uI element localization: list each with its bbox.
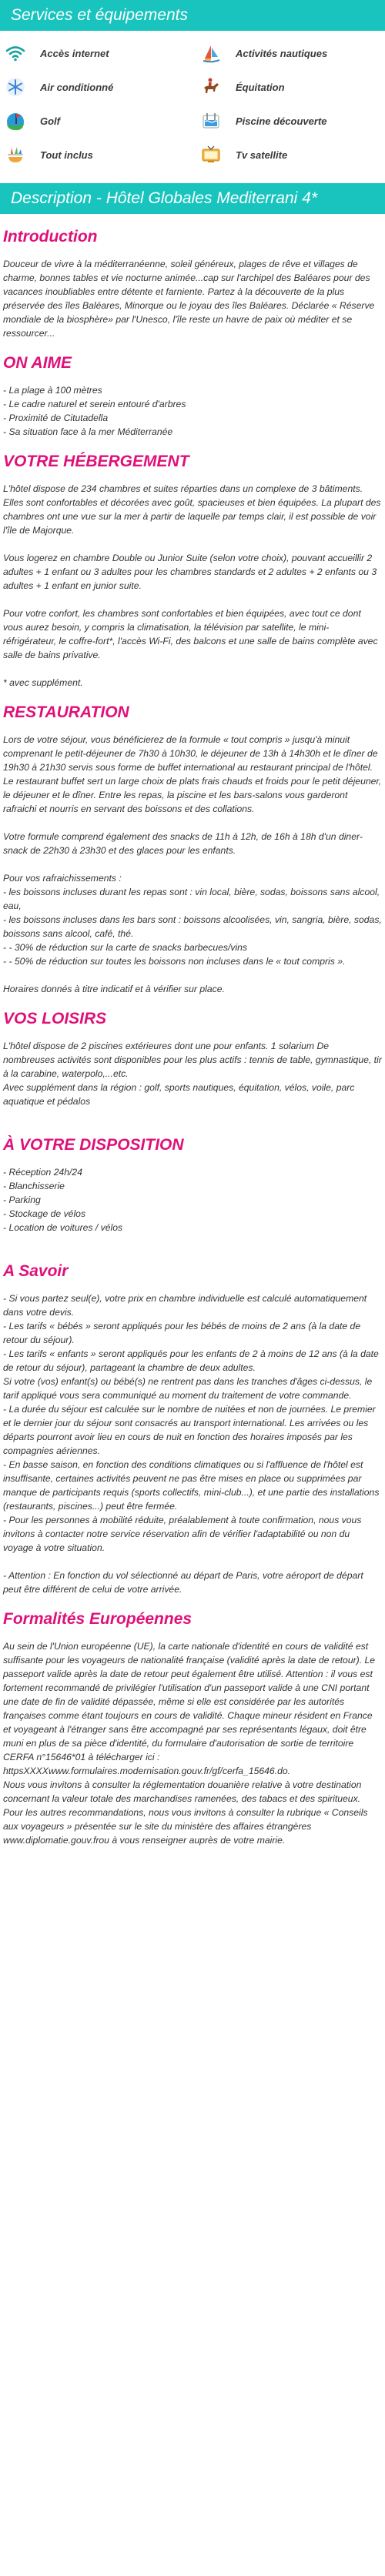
aime-heading: ON AIME [3, 354, 72, 372]
amenity-ac [5, 72, 192, 102]
savoir-text: - Si vous partez seul(e), votre prix en chambre individuelle est calculé automatiquement dans votre devis. - Les tarifs « bébés » seront appliqués pour les bébés de moins de 2 ans (à la date de retour du séjour). - Les tarifs « enfants » seront appliqués pour les enfants de 2 à moins de 12 ans (à la date de retour du séjour), partageant la chambre de deux adultes. Si votre (vos) enfant(s) ou bébé(s) ne rentrent pas dans les tranches d'âges ci-dessus, le tarif appliqué vous sera communiqué au moment du traitement de votre commande. - La durée du séjour est calculée sur le nombre de nuitées et non de journées. Le premier et le dernier jour du séjour sont consacrés au transport international. Les arrivées ou les départs pourront avoir lieu en cours de nuit en fonction des horaires imposés par les compagnies aériennes. - En basse saison, en fonction des conditions climatiques ou si l'affluence de l'hôtel est insuffisante, certaines activités peuvent ne pas être mises en place ou supprimées par manque de participants requis (sports collectifs, mini-club...), et une partie des installations (restaurants, piscines...) peut être fermée. - Pour les personnes à mobilité réduite, préalablement à toute confirmation, nous vous invitons à contacter notre service réservation afin de vérifier l'adaptabilité ou non du voyage à votre situation. [3, 1293, 380, 1553]
restauration-text: Lors de votre séjour, vous bénéficierez de la formule « tout compris » jusqu'à minuit comprenant le petit-déjeuner de 7h30 à 10h30, le déjeuner de 13h à 14h30h et le dîner de 19h30 à 21h30 servis sous forme de buffet international au restaurant principal de l'hôtel. Le restaurant buffet sert un large choix de plats frais chauds et froids pour le petit déjeuner, le déjeuner et le dîner. Entre les repas, la piscine et les bars-salons vous garderont rafraichi et nourris en servant des boissons et des collations. [3, 734, 382, 814]
amenity-label: Tout inclus [40, 149, 93, 161]
amenity-label: Accès internet [40, 47, 109, 59]
amenity-pool [192, 106, 380, 135]
all-inclusive-icon [5, 144, 26, 165]
intro-text: Douceur de vivre à la méditerranéenne, soleil généreux, plages de rêve et villages de charme, bonnes tables et vie nocturne animée...cap sur l'archipel des Baléares pour des vacances inoubliables entre détente et farniente. Partez à la découverte de la plus préservée des îles Baléares, Minorque ou le joyau des îles Baléares. Déclarée « Réserve mondiale de la biosphère» par l'Unesco, l'île reste un havre de paix où méditer et se ressourcer... [3, 259, 375, 339]
aime-list [3, 383, 382, 439]
list-item: - Parking [3, 1194, 41, 1205]
list-item: - Location de voitures / vélos [3, 1222, 123, 1233]
intro-section [0, 228, 385, 340]
list-item: - Sa situation face à la mer Méditerranée [3, 426, 173, 437]
savoir-attention: - Attention : En fonction du vol sélectionné au départ de Paris, votre aéroport de départ peut être différent de celui de votre arrivée. [3, 1570, 363, 1595]
services-section [0, 0, 385, 183]
hebergement-text: Vous logerez en chambre Double ou Junior Suite (selon votre choix), pouvant accueillir 2 adultes + 1 enfant ou 3 adultes pour les chambres standards et 2 adultes + 2 enfants ou 3 adultes + 1 enfant en junior suite. [3, 553, 377, 591]
amenity-golf [5, 106, 192, 135]
savoir-section [0, 1262, 385, 1596]
list-item: - Le cadre naturel et serein entouré d'arbres [3, 399, 186, 409]
amenity-riding [192, 72, 380, 102]
windsurf-icon [200, 42, 222, 64]
amenity-label: Tv satellite [236, 149, 288, 161]
hebergement-note: * avec supplément. [3, 677, 83, 688]
loisirs-section [0, 1010, 385, 1108]
intro-heading: Introduction [3, 228, 98, 246]
amenity-internet [5, 38, 192, 68]
hebergement-text: L'hôtel dispose de 234 chambres et suites réparties dans un complexe de 3 bâtiments. Elles sont confortables et décorées avec goût, spacieuses et bien équipées. La plupart des chambres ont une vue sur la mer à partir de laquelle par temps clair, il est possible de voir l'île de Majorque. [3, 483, 381, 536]
hebergement-section [0, 453, 385, 690]
savoir-heading: A Savoir [3, 1262, 69, 1280]
pool-icon [200, 110, 222, 132]
amenity-label: Équitation [236, 81, 285, 93]
disposition-heading: À VOTRE DISPOSITION [3, 1136, 184, 1154]
list-item: - Proximité de Citutadella [3, 413, 109, 423]
loisirs-text: L'hôtel dispose de 2 piscines extérieures dont une pour enfants. 1 solarium De nombreuses activités sont disponibles pour les plus actifs : tennis de table, gymnastique, tir à la carabine, waterpolo,...etc. Avec supplément dans la région : golf, sports nautiques, équitation, vélos, voile, parc aquatique et pédalos [3, 1041, 382, 1107]
disposition-list [3, 1165, 382, 1235]
formalites-section [0, 1610, 385, 1847]
loisirs-heading: VOS LOISIRS [3, 1010, 107, 1027]
air-conditioning-icon [5, 76, 26, 98]
amenities-grid [0, 31, 385, 183]
amenity-tv [192, 140, 380, 169]
hebergement-heading: VOTRE HÉBERGEMENT [3, 453, 189, 470]
restauration-section [0, 703, 385, 996]
golf-icon [5, 110, 26, 132]
amenity-label: Piscine découverte [236, 115, 327, 127]
formalites-heading: Formalités Européennes [3, 1610, 192, 1628]
amenity-label: Activités nautiques [236, 47, 328, 59]
description-title: Description - Hôtel Globales Mediterrani 4* [0, 183, 385, 214]
aime-section [0, 354, 385, 439]
restauration-text: Votre formule comprend également des snacks de 11h à 12h, de 16h à 18h d'un diner-snack de 22h30 à 23h30 et des glaces pour les enfants. [3, 831, 363, 856]
amenity-nautical [192, 38, 380, 68]
amenity-label: Golf [40, 115, 60, 127]
amenity-all-inclusive [5, 140, 192, 169]
description-section [0, 183, 385, 1876]
list-item: - La plage à 100 mètres [3, 385, 102, 396]
list-item: - Stockage de vélos [3, 1208, 86, 1219]
restauration-note: Horaires donnés à titre indicatif et à vérifier sur place. [3, 984, 225, 994]
hebergement-text: Pour votre confort, les chambres sont confortables et bien équipées, avec tout ce dont vous aurez besoin, y compris la climatisation, la télévision par satellite, le mini-réfrigérateur, le coffre-fort*, l'accès Wi-Fi, des balcons et une salle de bains complète avec salle de bains privative. [3, 608, 378, 660]
horse-riding-icon [200, 76, 222, 98]
amenity-label: Air conditionné [40, 81, 114, 93]
formalites-text: Au sein de l'Union européenne (UE), la carte nationale d'identité en cours de validité est suffisante pour les voyageurs de nationalité française (validité après la date de retour). Le passeport valide après la date de retour peut également être utilisé. Attention : il vous est fortement recommandé de privilégier l'utilisation d'un passeport valide à une CNI portant une date de fin de validité dépassée, même si elle est considérée par les autorités françaises comme étant toujours en cours de validité. Chaque mineur résident en France et voyageant à l'étranger sans être accompagné par ses représentants légaux, doit être muni en plus de sa pièce d'identité, du formulaire d'autorisation de sortie de territoire CERFA n°15646*01 à télécharger ici : httpsXXXXwww.formulaires.modernisation.gouv.fr/gf/cerfa_15646.do. Nous vous invitons à consulter la réglementation douanière relative à votre destination concernant la valeur totale des marchandises ramenées, des tabacs et des spiritueux. Pour les autres recommandations, nous vous invitons à consulter la rubrique « Conseils aux voyageurs » présentée sur le site du ministère des affaires étrangères www.diplomatie.gouv.frou à vous renseigner auprès de votre mairie. [3, 1641, 376, 1846]
restauration-heading: RESTAURATION [3, 703, 129, 721]
services-title: Services et équipements [0, 0, 385, 31]
list-item: - Réception 24h/24 [3, 1167, 82, 1178]
disposition-section [0, 1136, 385, 1235]
list-item: - Blanchisserie [3, 1181, 65, 1191]
satellite-tv-icon [200, 144, 222, 165]
restauration-drinks: Pour vos rafraichissements : - les boissons incluses durant les repas sont : vin local, bière, sodas, boissons sans alcool, eau, - les boissons incluses dans les bars sont : boissons alcoolisées, vin, sangria, bière, sodas, boissons sans alcool, café, thé. - - 30% de réduction sur la carte de snacks barbecues/vins - - 50% de réduction sur toutes les boissons non incluses dans le « tout compris ». [3, 873, 382, 967]
wifi-icon [5, 42, 26, 64]
